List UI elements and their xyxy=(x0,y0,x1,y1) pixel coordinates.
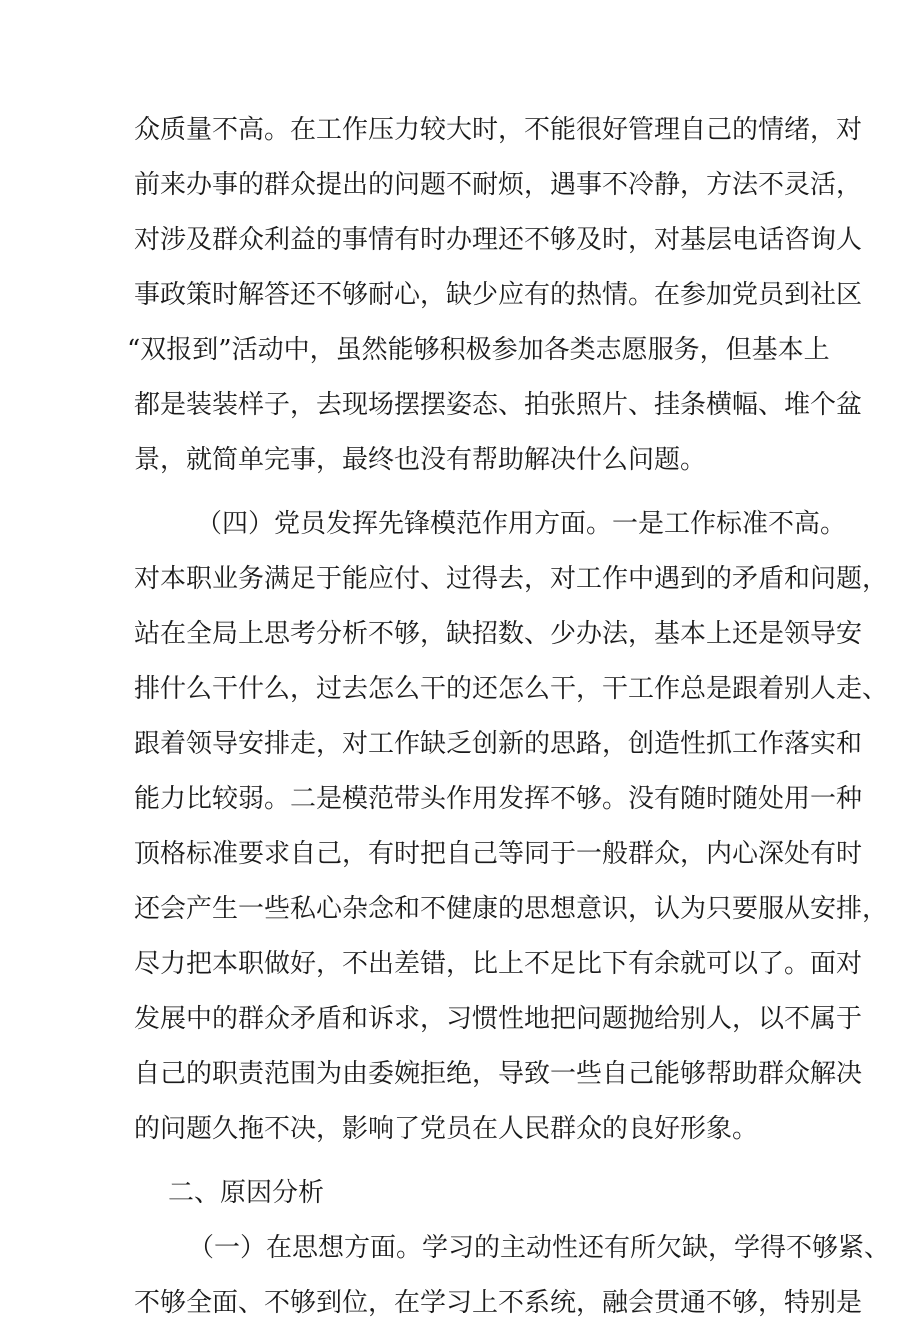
text-line: 对本职业务满足于能应付、过得去，对工作中遇到的矛盾和问题， xyxy=(134,564,889,594)
text-line: 自己的职责范围为由委婉拒绝，导致一些自己能够帮助群众解决 xyxy=(134,1059,863,1089)
text-line: 发展中的群众矛盾和诉求，习惯性地把问题抛给别人，以不属于 xyxy=(134,1004,863,1034)
text-line: “双报到”活动中，虽然能够积极参加各类志愿服务，但基本上 xyxy=(127,335,830,365)
text-line: 的问题久拖不决，影响了党员在人民群众的良好形象。 xyxy=(134,1114,759,1144)
text-line: 景，就简单完事，最终也没有帮助解决什么问题。 xyxy=(134,445,707,475)
section-heading-four: （四）党员发挥先锋模范作用方面。一是工作标准不高。 xyxy=(196,509,847,539)
subsection-heading-one: （一）在思想方面。学习的主动性还有所欠缺，学得不够紧、 xyxy=(188,1233,891,1263)
section-heading-reason-analysis: 二、原因分析 xyxy=(168,1178,325,1208)
text-line: 对涉及群众利益的事情有时办理还不够及时，对基层电话咨询人 xyxy=(134,225,863,255)
text-line: 尽力把本职做好，不出差错，比上不足比下有余就可以了。面对 xyxy=(134,949,863,979)
text-line: 能力比较弱。二是模范带头作用发挥不够。没有随时随处用一种 xyxy=(134,784,863,814)
text-line: 站在全局上思考分析不够，缺招数、少办法，基本上还是领导安 xyxy=(134,619,863,649)
text-line: 跟着领导安排走，对工作缺乏创新的思路，创造性抓工作落实和 xyxy=(134,729,863,759)
text-line: 不够全面、不够到位，在学习上不系统，融会贯通不够，特别是 xyxy=(134,1288,863,1318)
text-line: 排什么干什么，过去怎么干的还怎么干，干工作总是跟着别人走、 xyxy=(134,674,889,704)
text-line: 众质量不高。在工作压力较大时，不能很好管理自己的情绪，对 xyxy=(134,115,863,145)
text-line: 还会产生一些私心杂念和不健康的思想意识，认为只要服从安排， xyxy=(134,894,889,924)
text-line: 事政策时解答还不够耐心，缺少应有的热情。在参加党员到社区 xyxy=(134,280,863,310)
text-line: 顶格标准要求自己，有时把自己等同于一般群众，内心深处有时 xyxy=(134,839,863,869)
text-line: 前来办事的群众提出的问题不耐烦，遇事不冷静，方法不灵活， xyxy=(134,170,863,200)
text-line: 都是装装样子，去现场摆摆姿态、拍张照片、挂条横幅、堆个盆 xyxy=(134,390,863,420)
